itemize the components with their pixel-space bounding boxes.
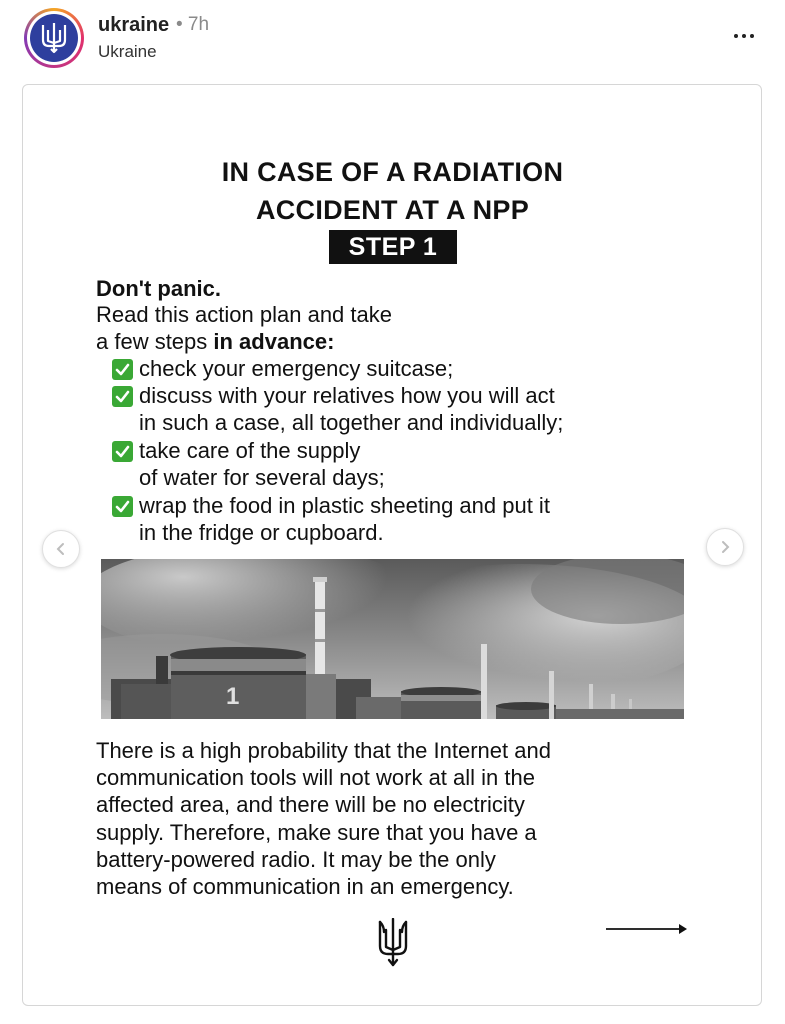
chevron-right-icon <box>719 540 731 554</box>
checkmark-icon <box>112 496 133 517</box>
paragraph-line-4: supply. Therefore, make sure that you have a <box>96 820 537 845</box>
intro-line-2: a few steps in advance: <box>96 329 335 354</box>
paragraph-line-5: battery-powered radio. It may be the only <box>96 847 496 872</box>
reactor-marking: 1 <box>226 683 240 710</box>
next-slide-arrow-icon <box>605 922 689 941</box>
checklist-item-1: check your emergency suitcase; <box>139 356 454 381</box>
trident-icon <box>41 22 67 54</box>
paragraph-line-3: affected area, and there will be no electricity <box>96 792 525 817</box>
paragraph-line-6: means of communication in an emergency. <box>96 874 514 899</box>
carousel-prev-button[interactable] <box>42 530 80 568</box>
paragraph-line-1: There is a high probability that the Internet and <box>96 738 551 763</box>
checkmark-icon <box>112 441 133 462</box>
post-time: • 7h <box>176 14 210 35</box>
checklist-item-3-line-1: take care of the supply <box>139 438 361 463</box>
step-badge: STEP 1 <box>329 230 457 264</box>
checkmark-icon <box>112 359 133 380</box>
checkmark-icon <box>112 386 133 407</box>
post-location[interactable]: Ukraine <box>98 42 157 61</box>
intro-line-1: Read this action plan and take <box>96 302 392 327</box>
dont-panic-text: Don't panic. <box>96 276 222 301</box>
post-header <box>0 0 785 80</box>
more-options-button[interactable] <box>726 22 762 50</box>
story-ring[interactable] <box>24 8 84 68</box>
checklist-item-2-line-1: discuss with your relatives how you will act <box>139 383 555 408</box>
avatar[interactable] <box>30 14 78 62</box>
nuclear-plant-photo <box>101 559 684 719</box>
checklist-item-3-line-2: of water for several days; <box>139 465 385 490</box>
checklist-item-4-line-1: wrap the food in plastic sheeting and put it <box>139 493 550 518</box>
paragraph-line-2: communication tools will not work at all in the <box>96 765 535 790</box>
checklist-item-4-line-2: in the fridge or cupboard. <box>139 520 384 545</box>
post-title-line-1: IN CASE OF A RADIATION <box>221 157 564 187</box>
post-title-line-2: ACCIDENT AT A NPP <box>255 195 530 225</box>
trident-icon <box>377 918 409 973</box>
more-options-icon <box>734 34 738 38</box>
checklist-item-2-line-2: in such a case, all together and individually; <box>139 410 564 435</box>
carousel-next-button[interactable] <box>706 528 744 566</box>
username[interactable]: ukraine <box>98 14 170 36</box>
chevron-left-icon <box>55 542 67 556</box>
